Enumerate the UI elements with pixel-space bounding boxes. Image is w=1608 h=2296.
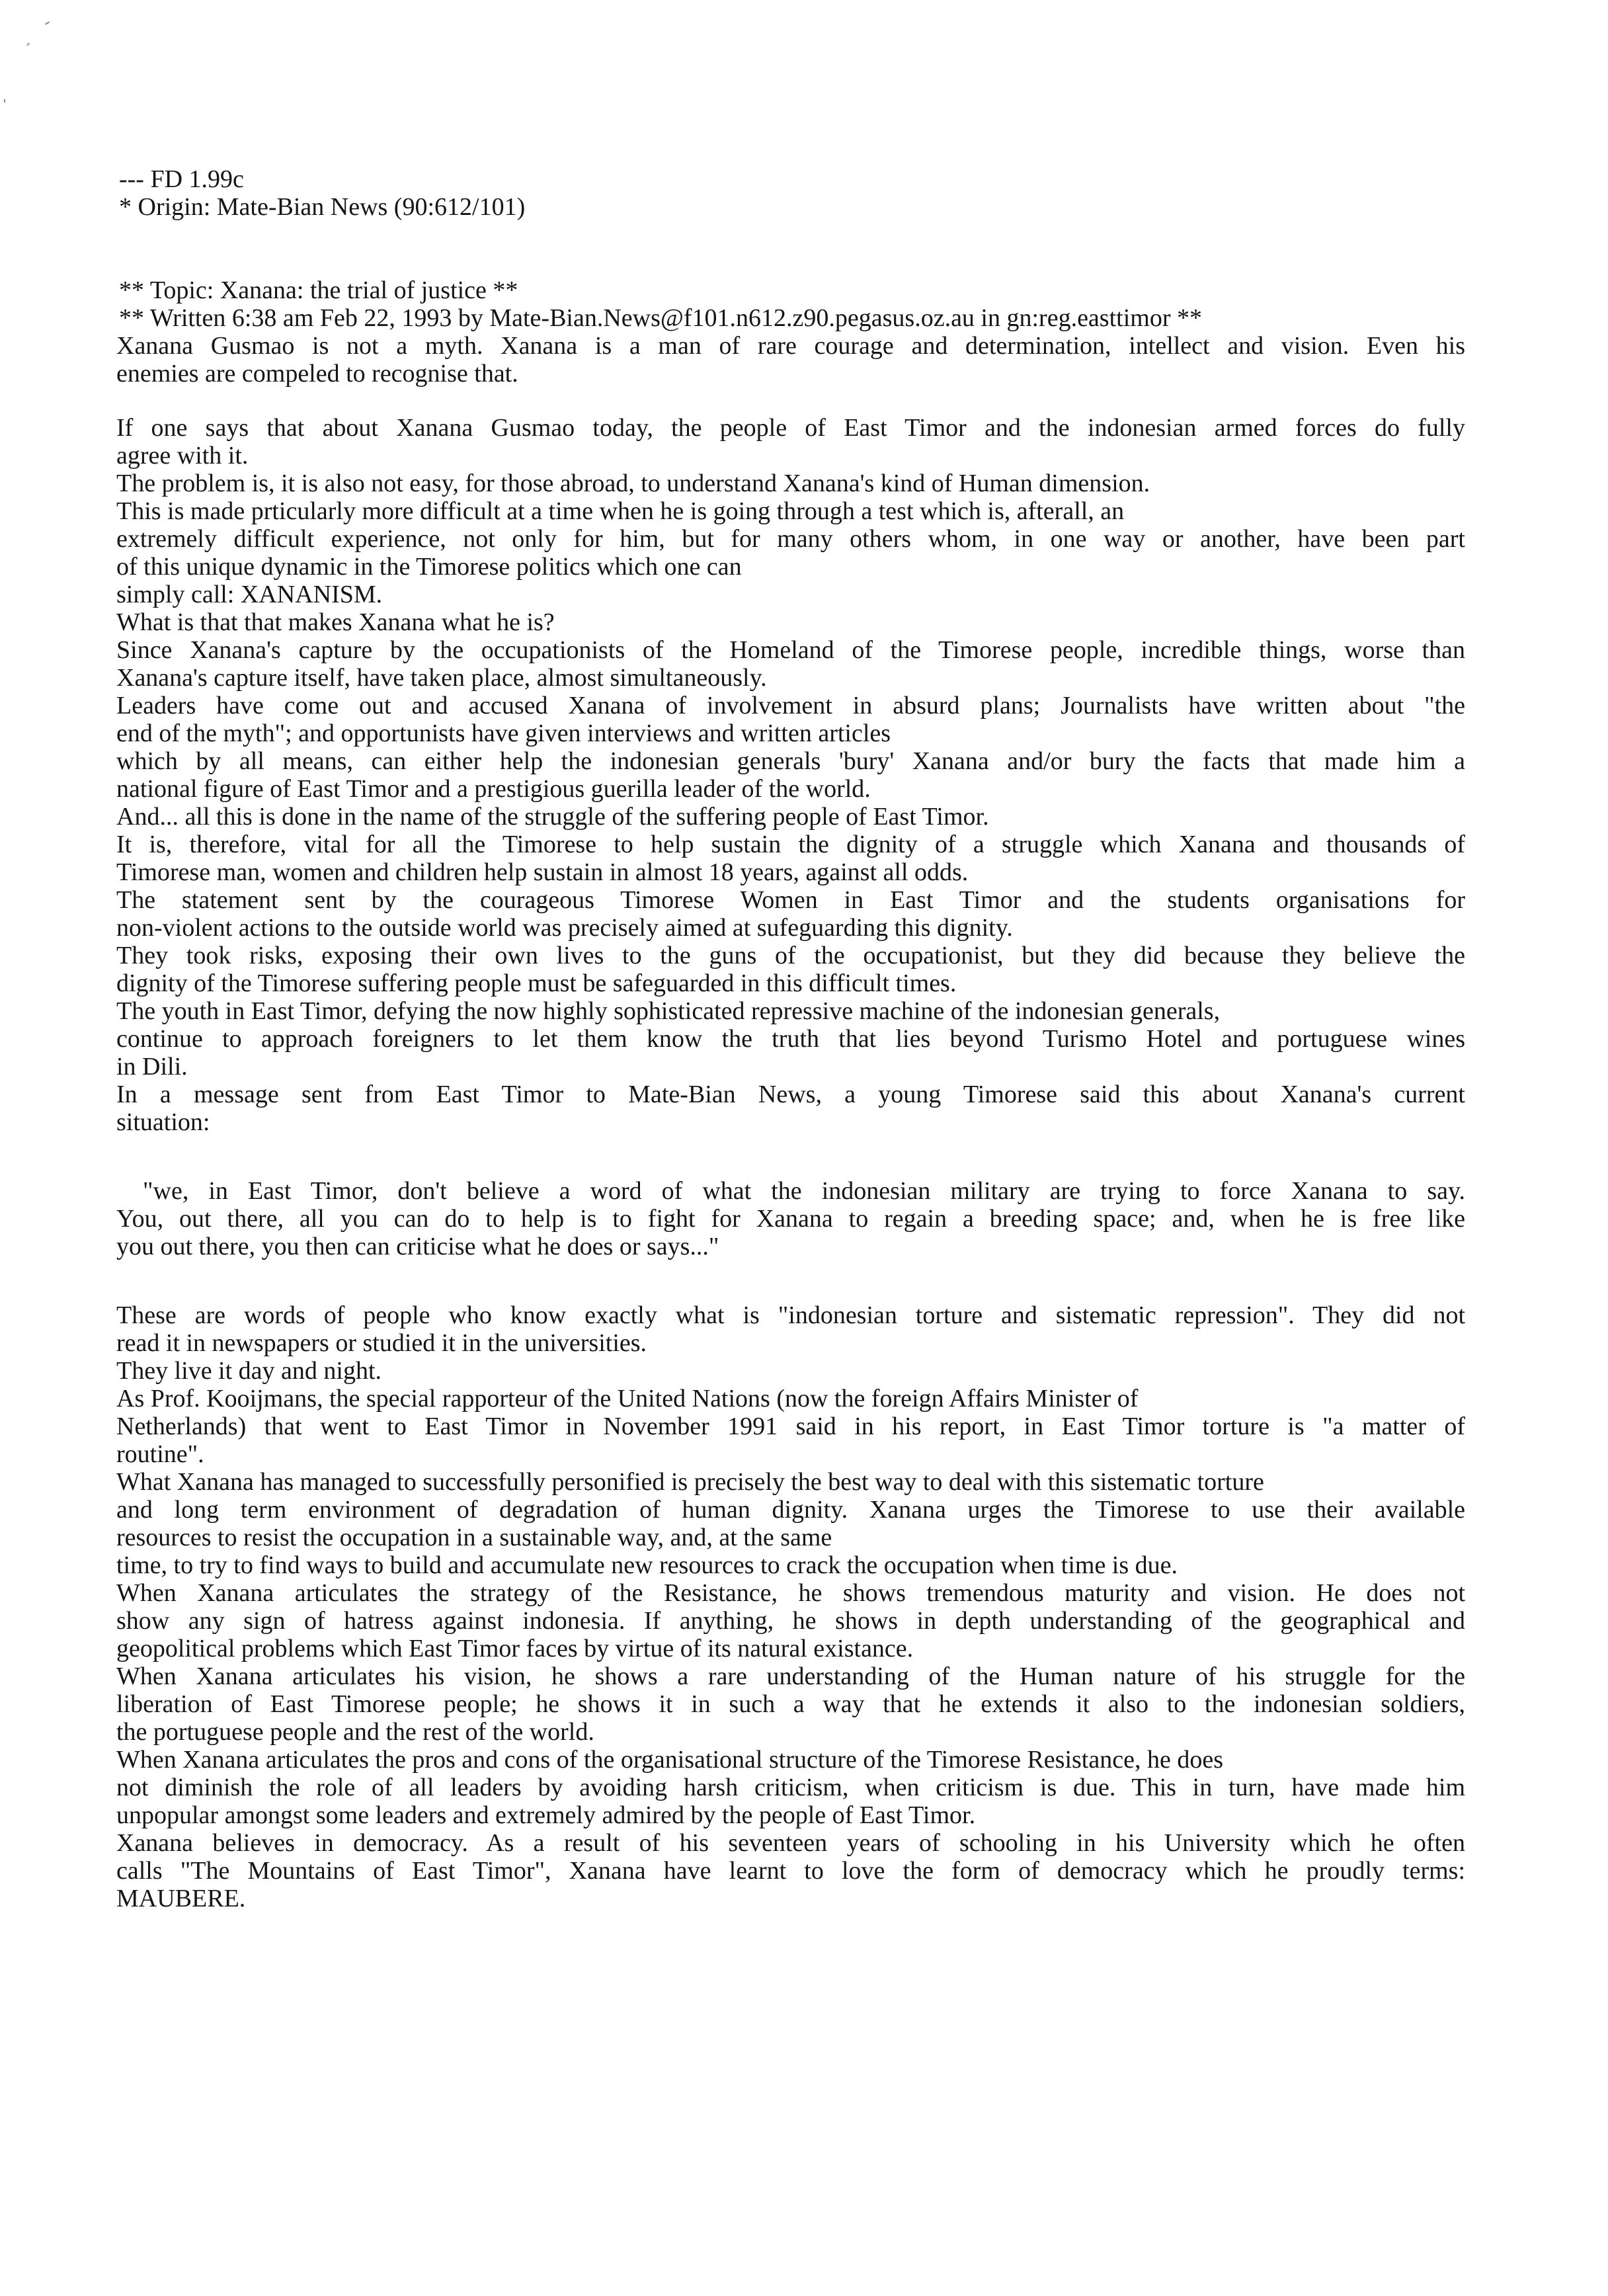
body-line: And... all this is done in the name of the struggle of the suffering people of East Timor.	[116, 803, 989, 831]
body-line: situation:	[116, 1108, 210, 1136]
topic-line: ** Topic: Xanana: the trial of justice **	[119, 276, 518, 304]
body-line: They took risks, exposing their own lives to the guns of the occupationist, but they did because they believe the	[116, 942, 1465, 969]
body-line: Xanana's capture itself, have taken place, almost simultaneously.	[116, 664, 767, 692]
body-line: dignity of the Timorese suffering people must be safeguarded in this difficult times.	[116, 969, 957, 997]
body-line: Leaders have come out and accused Xanana of involvement in absurd plans; Journalists have written about "the	[116, 692, 1465, 719]
body-line: Xanana Gusmao is not a myth. Xanana is a man of rare courage and determination, intellect and vision. Even his	[116, 332, 1465, 360]
body-line: Timorese man, women and children help sustain in almost 18 years, against all odds.	[116, 858, 969, 886]
body-line: What is that that makes Xanana what he is?	[116, 608, 555, 636]
body-line: agree with it.	[116, 442, 249, 470]
body-line: They live it day and night.	[116, 1357, 382, 1385]
body-line: national figure of East Timor and a prestigious guerilla leader of the world.	[116, 775, 871, 803]
scan-mark	[45, 21, 50, 24]
body-line: The youth in East Timor, defying the now highly sophisticated repressive machine of the indonesian generals,	[116, 997, 1221, 1025]
body-line: In a message sent from East Timor to Mate-Bian News, a young Timorese said this about Xanana's current	[116, 1081, 1465, 1108]
body-line: extremely difficult experience, not only for him, but for many others whom, in one way or another, have been part	[116, 525, 1465, 553]
body-line: When Xanana articulates the pros and cons of the organisational structure of the Timorese Resistance, he does	[116, 1746, 1223, 1774]
body-line: non-violent actions to the outside world was precisely aimed at sufeguarding this dignity.	[116, 914, 1013, 942]
body-line: This is made prticularly more difficult at a time when he is going through a test which is, afterall, an	[116, 497, 1125, 525]
body-line: of this unique dynamic in the Timorese politics which one can	[116, 553, 742, 581]
body-line: show any sign of hatress against indonesia. If anything, he shows in depth understanding of the geographical and	[116, 1607, 1465, 1635]
body-line: liberation of East Timorese people; he shows it in such a way that he extends it also to the indonesian soldiers,	[116, 1690, 1465, 1718]
body-line: end of the myth"; and opportunists have given interviews and written articles	[116, 719, 891, 747]
quoted-message	[116, 1177, 1465, 1260]
quote-line: you out there, you then can criticise what he does or says..."	[116, 1233, 719, 1260]
article-body-part-2	[116, 1301, 1465, 1912]
body-line: simply call: XANANISM.	[116, 581, 383, 608]
scan-mark	[26, 42, 30, 46]
body-line: continue to approach foreigners to let them know the truth that lies beyond Turismo Hotel and portuguese wines	[116, 1025, 1465, 1053]
body-line: The problem is, it is also not easy, for those abroad, to understand Xanana's kind of Human dimension.	[116, 470, 1150, 497]
body-line: What Xanana has managed to successfully personified is precisely the best way to deal with this sistematic torture	[116, 1468, 1264, 1496]
body-line: the portuguese people and the rest of the world.	[116, 1718, 594, 1746]
body-line: not diminish the role of all leaders by avoiding harsh criticism, when criticism is due. This in turn, have made him	[116, 1774, 1465, 1801]
written-line: ** Written 6:38 am Feb 22, 1993 by Mate-Bian.News@f101.n612.z90.pegasus.oz.au in gn:reg.easttimor **	[119, 304, 1202, 332]
origin-line: * Origin: Mate-Bian News (90:612/101)	[119, 193, 526, 221]
document-page	[116, 165, 1465, 1912]
body-line: which by all means, can either help the indonesian generals 'bury' Xanana and/or bury the facts that made him a	[116, 747, 1465, 775]
body-line: MAUBERE.	[116, 1885, 246, 1912]
body-line: As Prof. Kooijmans, the special rapporteur of the United Nations (now the foreign Affairs Minister of	[116, 1385, 1139, 1413]
body-line: resources to resist the occupation in a sustainable way, and, at the same	[116, 1524, 832, 1551]
body-line: These are words of people who know exactly what is "indonesian torture and sistematic repression". They did not	[116, 1301, 1465, 1329]
body-line: Xanana believes in democracy. As a result of his seventeen years of schooling in his University which he often	[116, 1829, 1465, 1857]
body-line: routine".	[116, 1440, 204, 1468]
quote-line: "we, in East Timor, don't believe a word of what the indonesian military are trying to force Xanana to say.	[143, 1177, 1465, 1205]
body-line: It is, therefore, vital for all the Timorese to help sustain the dignity of a struggle which Xanana and thousands of	[116, 831, 1465, 858]
body-line: When Xanana articulates his vision, he shows a rare understanding of the Human nature of his struggle for the	[116, 1662, 1465, 1690]
article-body-part-1	[116, 332, 1465, 1136]
body-line: geopolitical problems which East Timor faces by virtue of its natural existance.	[116, 1635, 914, 1662]
body-line: The statement sent by the courageous Timorese Women in East Timor and the students organisations for	[116, 886, 1465, 914]
body-line: When Xanana articulates the strategy of the Resistance, he shows tremendous maturity and vision. He does not	[116, 1579, 1465, 1607]
body-line: enemies are compeled to recognise that.	[116, 360, 518, 388]
body-line: If one says that about Xanana Gusmao today, the people of East Timor and the indonesian armed forces do fully	[116, 414, 1465, 442]
body-line: unpopular amongst some leaders and extremely admired by the people of East Timor.	[116, 1801, 976, 1829]
body-line: in Dili.	[116, 1053, 188, 1081]
quote-line: You, out there, all you can do to help is to fight for Xanana to regain a breeding space; and, when he is free like	[116, 1205, 1465, 1233]
body-line: calls "The Mountains of East Timor", Xanana have learnt to love the form of democracy which he proudly terms:	[116, 1857, 1465, 1885]
body-line: Since Xanana's capture by the occupationists of the Homeland of the Timorese people, incredible things, worse than	[116, 636, 1465, 664]
fd-version-line: --- FD 1.99c	[119, 165, 244, 193]
body-line: read it in newspapers or studied it in the universities.	[116, 1329, 647, 1357]
body-line: and long term environment of degradation of human dignity. Xanana urges the Timorese to use their available	[116, 1496, 1465, 1524]
scan-mark	[4, 99, 5, 102]
body-line: time, to try to find ways to build and accumulate new resources to crack the occupation when time is due.	[116, 1551, 1178, 1579]
body-line: Netherlands) that went to East Timor in November 1991 said in his report, in East Timor torture is "a matter of	[116, 1413, 1465, 1440]
